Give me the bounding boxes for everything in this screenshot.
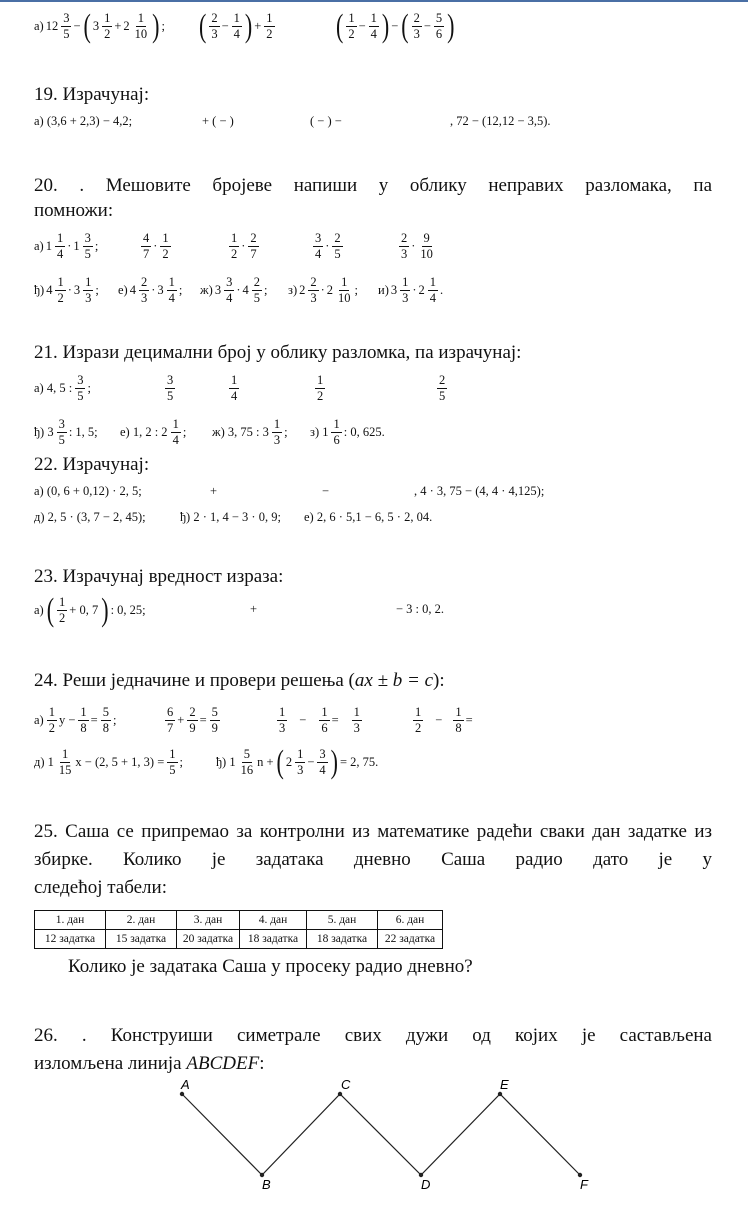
problem-19-heading: 19. Израчунај: — [34, 84, 150, 105]
table-header-cell: 2. дан — [106, 911, 177, 930]
problem-24-d: $\frac{1}{2}$ − $\frac{1}{8}$ = — [415, 705, 473, 735]
table-header-cell: 4. дан — [240, 911, 307, 930]
table-cell: 12 задатка — [35, 930, 106, 949]
problem-23-heading: 23. Израчунај вредност израза: — [34, 566, 284, 587]
polyline-figure — [0, 1070, 748, 1200]
problem-22-e: е) 2, 6 · 5,1 − 6, 5 · 2, 04. — [304, 510, 433, 524]
problem-20-i: и) 3 $\frac{1}{3}$ · 2 $\frac{1}{4}$ . — [378, 275, 444, 305]
problem-23-b: + — [250, 602, 258, 616]
point-e-label: E — [500, 1077, 509, 1092]
problem-25-table — [34, 910, 443, 949]
point-f-label: F — [580, 1177, 588, 1192]
table-header-cell: 6. дан — [378, 911, 443, 930]
problem-20-heading: 20. . Мешовите бројеве напиши у облику неправих разломака, па — [34, 175, 712, 196]
problem-20-c: $\frac{1}{2}$ · $\frac{2}{7}$ — [231, 231, 257, 261]
problem-20-dj: ђ) 4 $\frac{1}{2}$ · 3 $\frac{1}{3}$ ; — [34, 275, 99, 305]
problem-20-d: $\frac{3}{4}$ · $\frac{2}{5}$ — [315, 231, 341, 261]
problem-22-c: − — [322, 484, 330, 498]
table-row — [35, 930, 443, 949]
problem-20-a: а) 1 $\frac{1}{4}$ · 1 $\frac{3}{5}$ ; — [34, 231, 99, 261]
problem-19-a: а) (3,6 + 2,3) − 4,2; — [34, 114, 133, 128]
problem-24-heading: 24. Реши једначине и провери решења (ax ± b = c): — [34, 670, 445, 691]
table-cell: 18 задатка — [240, 930, 307, 949]
point-a-label: A — [181, 1077, 190, 1092]
problem-20-heading-2: помножи: — [34, 200, 114, 221]
problem-19-b: + ( − ) — [202, 114, 234, 128]
table-header-cell: 5. дан — [307, 911, 378, 930]
problem-20-dj-row1: $\frac{2}{3}$ · $\frac{9}{10}$ — [401, 231, 433, 261]
problem-21-a: а) 4, 5 : $\frac{3}{5}$ ; — [34, 373, 91, 403]
table-cell: 15 задатка — [106, 930, 177, 949]
problem-22-b: + — [210, 484, 218, 498]
point-a-dot — [180, 1092, 184, 1096]
point-c-label: C — [341, 1077, 351, 1092]
problem-20-z: з) 2 $\frac{2}{3}$ · 2 $\frac{1}{10}$ ; — [288, 275, 359, 305]
problem-18-a: а) 12 $\frac{3}{5}$ − ( 3 $\frac{1}{2}$ + 2 $\frac{1}{10}$ ) ; — [34, 6, 165, 44]
problem-19-last: , 72 − (12,12 − 3,5). — [450, 114, 551, 128]
problem-24-dj: ђ) 1 $\frac{5}{16}$ n + ( 2 $\frac{1}{3}$ − $\frac{3}{4}$ ) = 2, 75. — [216, 742, 379, 780]
problem-21-z: з) 1 $\frac{1}{6}$ : 0, 625. — [310, 417, 385, 447]
top-border — [0, 0, 748, 2]
problem-24-a: а) $\frac{1}{2}$ y − $\frac{1}{8}$ = $\frac{5}{8}$ ; — [34, 705, 117, 735]
problem-23-a: а) ( $\frac{1}{2}$ + 0, 7 ) : 0, 25; — [34, 590, 146, 628]
problem-21-b: $\frac{3}{5}$ — [167, 373, 174, 403]
problem-24-dj-row2-d: д) 1 $\frac{1}{15}$ x − (2, 5 + 1, 3) = $\frac{1}{5}$ ; — [34, 747, 183, 777]
problem-20-e: е) 4 $\frac{2}{3}$ · 3 $\frac{1}{4}$ ; — [118, 275, 183, 305]
problem-21-d: $\frac{1}{2}$ — [317, 373, 324, 403]
problem-22-last: , 4 · 3, 75 − (4, 4 · 4,125); — [414, 484, 545, 498]
problem-24-b: $\frac{6}{7}$ + $\frac{2}{9}$ = $\frac{5}{9}$ — [167, 705, 218, 735]
problem-22-a: а) (0, 6 + 0,12) · 2, 5; — [34, 484, 142, 498]
point-b-label: B — [262, 1177, 271, 1192]
table-header-cell: 1. дан — [35, 911, 106, 930]
problem-21-dj: ђ) 3 $\frac{3}{5}$ : 1, 5; — [34, 417, 98, 447]
point-c-dot — [338, 1092, 342, 1096]
problem-22-heading: 22. Израчунај: — [34, 454, 150, 475]
problem-25-text: 25. Саша се припремао за контролни из математике радећи сваки дан задатке из збирке. Колико је задатака дневно Саша радио дато је у — [34, 821, 712, 870]
problem-26-text: 26. . Конструиши симетрале свих дужи од којих је састављена — [34, 1025, 712, 1046]
problem-18-b: ( $\frac{2}{3}$ − $\frac{1}{4}$ ) + $\frac{1}{2}$ — [199, 6, 273, 44]
problem-21-heading: 21. Изрази децимални број у облику разломка, па израчунај: — [34, 342, 522, 363]
problem-20-zh: ж) 3 $\frac{3}{4}$ · 4 $\frac{2}{5}$ ; — [200, 275, 268, 305]
problem-19-c: ( − ) − — [310, 114, 342, 128]
table-cell: 20 задатка — [177, 930, 240, 949]
problem-21-zh: ж) 3, 75 : 3 $\frac{1}{3}$ ; — [212, 417, 288, 447]
problem-23-c: − 3 : 0, 2. — [396, 602, 445, 616]
problem-21-e: е) 1, 2 : 2 $\frac{1}{4}$ ; — [120, 417, 187, 447]
table-cell: 22 задатка — [378, 930, 443, 949]
problem-20-b: $\frac{4}{7}$ · $\frac{1}{2}$ — [143, 231, 169, 261]
problem-21-dj-row1: $\frac{2}{5}$ — [439, 373, 446, 403]
problem-25-text-last: следећој табели: — [34, 877, 167, 898]
polyline-abcdef — [182, 1094, 580, 1175]
point-d-label: D — [421, 1177, 431, 1192]
table-cell: 18 задатка — [307, 930, 378, 949]
problem-26-text-last: изломљена линија ABCDEF: — [34, 1053, 265, 1074]
problem-21-c: $\frac{1}{4}$ — [231, 373, 238, 403]
problem-24-c: $\frac{1}{3}$ − $\frac{1}{6}$ = $\frac{1}{3}$ — [279, 705, 360, 735]
problem-22-d: д) 2, 5 · (3, 7 − 2, 45); — [34, 510, 146, 524]
point-e-dot — [498, 1092, 502, 1096]
table-header-row — [35, 911, 443, 930]
problem-18-c: ( $\frac{1}{2}$ − $\frac{1}{4}$ ) − ( $\frac{2}{3}$ − $\frac{5}{6}$ ) — [336, 6, 455, 44]
problem-25-question: Колико је задатака Саша у просеку радио дневно? — [68, 956, 473, 977]
table-header-cell: 3. дан — [177, 911, 240, 930]
problem-22-dj: ђ) 2 · 1, 4 − 3 · 0, 9; — [180, 510, 281, 524]
